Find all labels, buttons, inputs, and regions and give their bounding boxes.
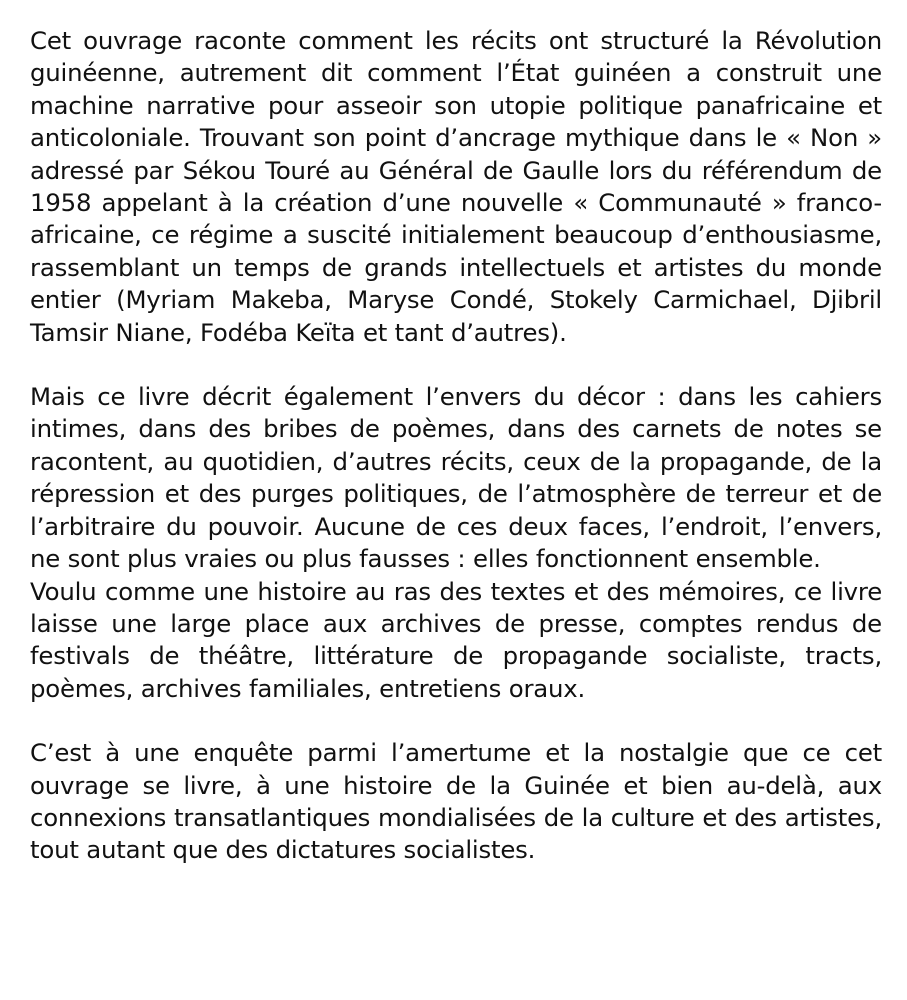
paragraph-reverse-side: Mais ce livre décrit également l’envers du décor : dans les cahiers intimes, dans des bribes de poèmes, dans des carnets de notes se racontent, au quotidien, d’autres récits, ceux de la propagande, de la répression et des purges politiques, de l’atmosphère de terreur et de l’arbitraire du pouvoir. Aucune de ces deux faces, l’endroit, l’envers, ne sont plus vraies ou plus fausses : elles fonctionnent ensemble. [30, 382, 882, 574]
paragraph-spacer [30, 349, 882, 381]
paragraph-sources: Voulu comme une histoire au ras des textes et des mémoires, ce livre laisse une large place aux archives de presse, comptes rendus de festivals de théâtre, littérature de propagande socialiste, tracts, poèmes, archives familiales, entretiens oraux. [30, 576, 882, 703]
paragraph-spacer [30, 705, 882, 737]
book-blurb [30, 25, 882, 867]
paragraph-conclusion: C’est à une enquête parmi l’amertume et la nostalgie que ce cet ouvrage se livre, à une histoire de la Guinée et bien au-delà, aux connexions transatlantiques mondialisées de la culture et des artistes, tout autant que des dictatures socialistes. [30, 738, 882, 865]
paragraph-intro: Cet ouvrage raconte comment les récits ont structuré la Révolution guinéenne, autrement dit comment l’État guinéen a construit une machine narrative pour asseoir son utopie politique panafricaine et anticoloniale. Trouvant son point d’ancrage mythique dans le « Non » adressé par Sékou Touré au Général de Gaulle lors du référendum de 1958 appelant à la création d’une nouvelle « Communauté » franco-africaine, ce régime a suscité initialement beaucoup d’enthousiasme, rassemblant un temps de grands intellectuels et artistes du monde entier (Myriam Makeba, Maryse Condé, Stokely Carmichael, Djibril Tamsir Niane, Fodéba Keïta et tant d’autres). [30, 26, 882, 347]
